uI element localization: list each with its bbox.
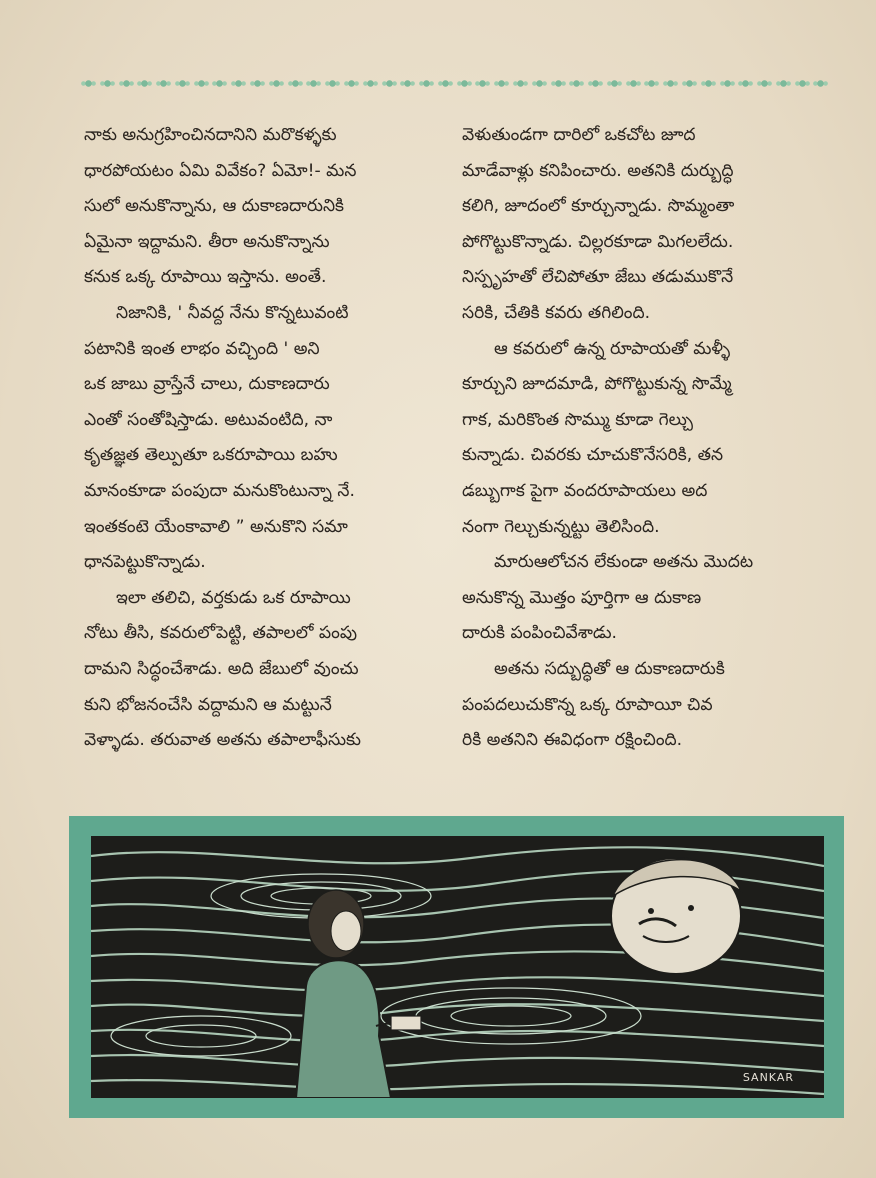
text-line: డబ్బుగాక పైగా వందరూపాయలు అద xyxy=(462,480,708,501)
text-line: పంపదలుచుకొన్న ఒక్క రూపాయీ చివ xyxy=(462,694,713,715)
text-column-left xyxy=(84,118,444,759)
text-line: కృతజ్ఞత తెల్పుతూ ఒకరూపాయి బహు xyxy=(84,445,338,466)
decorative-border xyxy=(80,72,830,94)
text-line: ఏమైనా ఇద్దామని. తీరా అనుకొన్నాను xyxy=(84,231,330,252)
text-line: ఆ కవరులో ఉన్న రూపాయతో మళ్ళీ xyxy=(494,338,731,359)
illustration xyxy=(91,836,824,1098)
text-line: ఎంతో సంతోషిస్తాడు. అటువంటిది, నా xyxy=(84,409,333,430)
text-line: ధారపోయటం ఏమి వివేకం? ఏమో!- మన xyxy=(84,160,357,181)
woman-figure xyxy=(296,890,421,1098)
text-line: కలిగి, జూదంలో కూర్చున్నాడు. సొమ్మంతా xyxy=(462,196,735,217)
artist-signature: SANKAR xyxy=(742,1071,794,1084)
text-line: మారుఆలోచన లేకుండా అతను మొదట xyxy=(494,552,754,573)
text-line: సరికి, చేతికి కవరు తగిలింది. xyxy=(462,302,651,323)
text-line: కున్నాడు. చివరకు చూచుకొనేసరికి, తన xyxy=(462,445,724,466)
text-line: ధానపెట్టుకొన్నాడు. xyxy=(84,552,206,573)
text-line: పటానికి ఇంత లాభం వచ్చింది ' అని xyxy=(84,338,320,359)
text-line: గాక, మరికొంత సొమ్ము కూడా గెల్చు xyxy=(462,409,694,430)
text-line: వెళుతుండగా దారిలో ఒకచోట జూద xyxy=(462,125,696,145)
text-line: నోటు తీసి, కవరులోపెట్టి, తపాలలో పంపు xyxy=(84,623,357,644)
text-line: వెళ్ళాడు. తరువాత అతను తపాలాఫీసుకు xyxy=(84,730,361,751)
illustration-frame xyxy=(69,816,844,1118)
text-line: కనుక ఒక్క రూపాయి ఇస్తాను. అంతే. xyxy=(84,267,327,288)
face-figure xyxy=(611,858,741,974)
text-line: కూర్చుని జూదమాడి, పోగొట్టుకున్న సొమ్మే xyxy=(462,374,732,395)
text-line: దారుకి పంపించివేశాడు. xyxy=(462,623,617,644)
text-line: మాడేవాళ్లు కనిపించారు. అతనికి దుర్బుద్ధి xyxy=(462,160,734,181)
text-line: ఇంతకంటె యేంకావాలి ” అనుకొని సమా xyxy=(84,516,348,537)
text-line: నిస్పృహతో లేచిపోతూ జేబు తడుముకొనే xyxy=(462,267,734,288)
text-line: పోగొట్టుకొన్నాడు. చిల్లరకూడా మిగలలేదు. xyxy=(462,231,734,252)
illustration-drawing xyxy=(91,836,824,1098)
text-line: ఇలా తలిచి, వర్తకుడు ఒక రూపాయి xyxy=(116,587,351,608)
text-line: అనుకొన్న మొత్తం పూర్తిగా ఆ దుకాణ xyxy=(462,587,702,608)
text-line: నాకు అనుగ్రహించినదానిని మరొకళ్ళకు xyxy=(84,125,337,145)
text-line: కుని భోజనంచేసి వద్దామని ఆ మట్టునే xyxy=(84,694,332,715)
text-column-right xyxy=(462,118,822,759)
text-line: సులో అనుకొన్నాను, ఆ దుకాణదారునికి xyxy=(84,196,345,217)
text-line: అతను సద్బుద్ధితో ఆ దుకాణదారుకి xyxy=(494,658,725,679)
text-line: నంగా గెల్చుకున్నట్టు తెలిసింది. xyxy=(462,516,660,537)
text-line: మానంకూడా పంపుదా మనుకొంటున్నా నే. xyxy=(84,480,355,501)
text-line: దామని సిద్ధంచేశాడు. అది జేబులో వుంచు xyxy=(84,658,359,679)
text-line: ఒక జాబు వ్రాస్తేనే చాలు, దుకాణదారు xyxy=(84,374,330,395)
text-line: రికి అతనిని ఈవిధంగా రక్షించింది. xyxy=(462,730,683,751)
text-line: నిజానికి, ' నీవద్ద నేను కొన్నటువంటి xyxy=(116,302,349,323)
